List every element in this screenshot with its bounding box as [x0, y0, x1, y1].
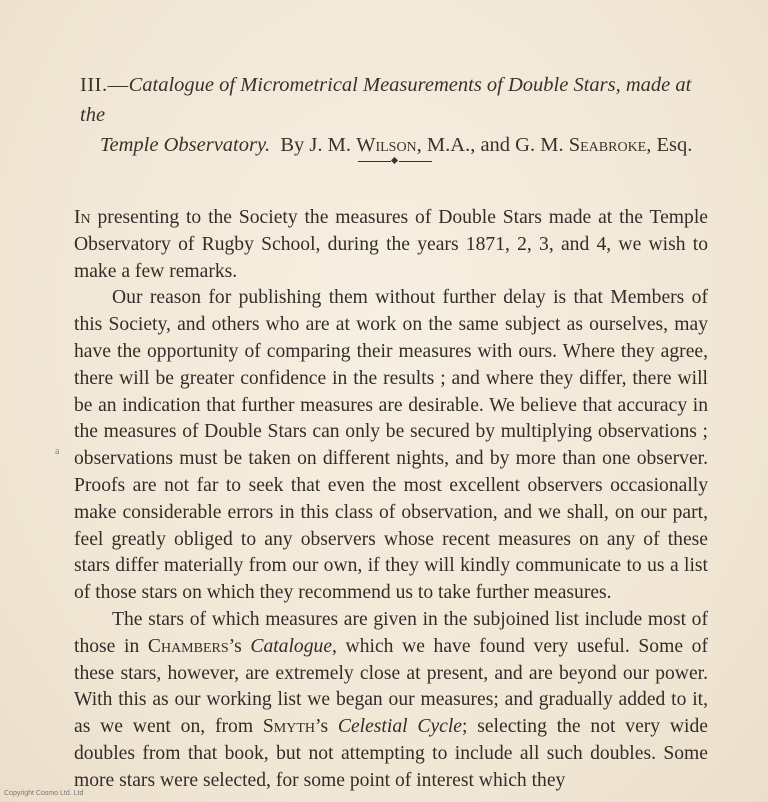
heading-line-2 [80, 130, 720, 160]
p3-text-1: The stars of which measures are given in the subjoined list include most of those in [74, 608, 708, 657]
author-seabroke: Seabroke [568, 134, 647, 156]
p3-text-2: ’s [228, 635, 251, 657]
byline-by: By J. M. [280, 134, 357, 156]
paragraph-3 [74, 607, 708, 795]
paragraph-1 [74, 205, 708, 285]
byline-end: , Esq. [646, 134, 693, 156]
p3-text-3: , which we have found very useful. Some of these stars, however, are extremely close at present, and are beyond our power. With this as our working list we began our measures; and gradually added to it, as we went on, from [74, 635, 709, 738]
name-smyth: Smyth [262, 716, 316, 738]
section-number: III.— [80, 74, 129, 96]
divider-ornament [358, 157, 432, 167]
article-body [74, 205, 708, 795]
p3-text-5: ; selecting the not very wide doubles from that book, but not attempting to include all such doubles. Some more stars were selected, for some point of interest which they [74, 716, 708, 791]
byline-mid: , M.A., and G. M. [416, 134, 569, 156]
title-catalogue: Catalogue [250, 635, 333, 657]
paragraph-1-text: presenting to the Society the measures of Double Stars made at the Temple Observatory of Rugby School, during the years 1871, 2, 3, and 4, we wish to make a few remarks. [74, 207, 708, 282]
title-continuation: Temple Observatory. [100, 134, 271, 156]
title-celestial-cycle: Celestial Cycle [337, 716, 462, 738]
margin-mark: a [55, 446, 60, 457]
article-heading [80, 70, 720, 160]
name-chambers: Chambers [147, 635, 229, 657]
p3-text-4: ’s [315, 716, 338, 738]
article-title: Catalogue of Micrometrical Measurements of Double Stars, made at the [80, 74, 692, 126]
opening-word: In [74, 207, 91, 228]
paragraph-2: Our reason for publishing them without further delay is that Members of this Society, and others who are at work on the same subject as ourselves, may have the opportunity of comparing their measures with ours. Where they agree, there will be greater confidence in the results ; and where they differ, there will be an indication that further measures are desirable. We believe that accuracy in the measures of Double Stars can only be secured by multiplying observations ; observations must be taken on different nights, and by more than one observer. Proofs are not far to seek that even the most excellent observers occasionally make considerable errors in this class of observation, and we shall, on our part, feel greatly obliged to any observers whose recent measures on any of these stars differ materially from our own, if they will kindly communicate to us a list of those stars on which they recommend us to take further measures. [74, 287, 708, 604]
author-wilson: Wilson [356, 134, 417, 156]
copyright-watermark: Copyright Cosmo Ltd. Ltd [4, 790, 84, 797]
